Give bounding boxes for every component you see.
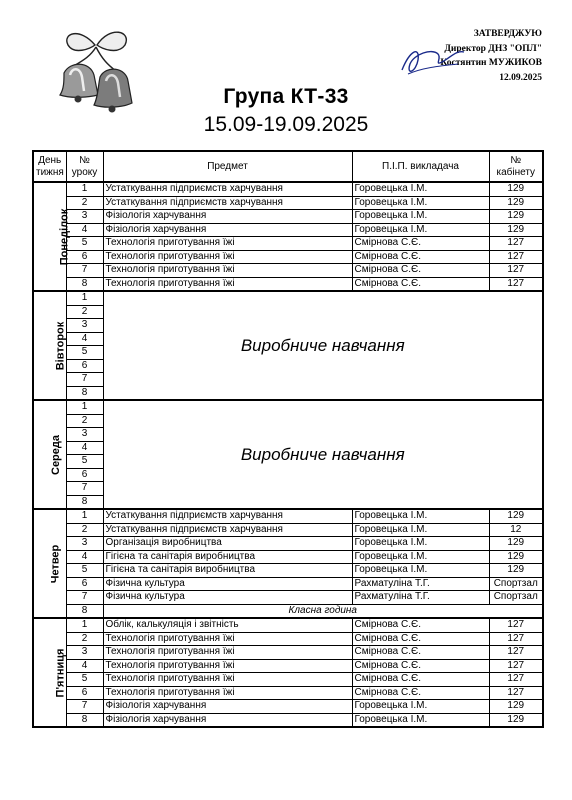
teacher-cell: Смірнова С.Є.: [352, 686, 489, 700]
lesson-number: 6: [66, 250, 103, 264]
header-day: День тижня: [33, 151, 66, 182]
room-cell: Спортзал: [489, 591, 543, 605]
teacher-cell: Горовецька І.М.: [352, 196, 489, 210]
table-row: [33, 237, 543, 251]
lesson-number: 6: [66, 686, 103, 700]
teacher-cell: Рахматуліна Т.Г.: [352, 591, 489, 605]
lesson-number: 7: [66, 700, 103, 714]
subject-cell: Фізична культура: [103, 591, 352, 605]
day-group: [33, 618, 543, 727]
lesson-number: 3: [66, 210, 103, 224]
table-row: [33, 591, 543, 605]
subject-cell: Фізична культура: [103, 577, 352, 591]
teacher-cell: Смірнова С.Є.: [352, 646, 489, 660]
table-row: [33, 564, 543, 578]
class-hour-cell: Класна година: [103, 604, 543, 618]
subject-cell: Технологія приготування їжі: [103, 659, 352, 673]
subject-cell: Устаткування підприємств харчування: [103, 182, 352, 196]
table-row: [33, 400, 543, 414]
subject-cell: Гігієна та санітарія виробництва: [103, 564, 352, 578]
approval-name: Костянтин МУЖИКОВ: [440, 58, 542, 68]
lesson-number: 5: [66, 564, 103, 578]
teacher-cell: Смірнова С.Є.: [352, 618, 489, 632]
room-cell: 129: [489, 196, 543, 210]
room-cell: 129: [489, 550, 543, 564]
subject-cell: Технологія приготування їжі: [103, 237, 352, 251]
table-row: [33, 210, 543, 224]
teacher-cell: Смірнова С.Є.: [352, 277, 489, 291]
approval-heading: ЗАТВЕРДЖУЮ: [473, 29, 542, 39]
lesson-number: 2: [66, 414, 103, 428]
page-title: Група КТ-33: [223, 85, 349, 108]
lesson-number: 5: [66, 237, 103, 251]
room-cell: 129: [489, 700, 543, 714]
lesson-number: 7: [66, 264, 103, 278]
day-name: Вівторок: [54, 321, 67, 370]
lesson-number: 1: [66, 618, 103, 632]
table-row: [33, 632, 543, 646]
room-cell: 129: [489, 537, 543, 551]
day-name-cell: [33, 618, 66, 727]
room-cell: 129: [489, 564, 543, 578]
room-cell: 129: [489, 223, 543, 237]
header-num: № уроку: [66, 151, 103, 182]
lesson-number: 8: [66, 604, 103, 618]
subject-cell: Організація виробництва: [103, 537, 352, 551]
lesson-number: 8: [66, 713, 103, 727]
header-teacher: П.І.П. викладача: [352, 151, 489, 182]
day-name: Четвер: [49, 544, 62, 583]
lesson-number: 1: [66, 291, 103, 305]
lesson-number: 7: [66, 591, 103, 605]
lesson-number: 3: [66, 319, 103, 333]
room-cell: 129: [489, 713, 543, 727]
lesson-number: 4: [66, 332, 103, 346]
room-cell: 127: [489, 646, 543, 660]
subject-cell: Технологія приготування їжі: [103, 632, 352, 646]
table-row: [33, 291, 543, 305]
lesson-number: 4: [66, 441, 103, 455]
teacher-cell: Горовецька І.М.: [352, 550, 489, 564]
day-name-cell: [33, 509, 66, 618]
day-name: Середа: [50, 434, 62, 475]
lesson-number: 4: [66, 223, 103, 237]
approval-date: 12.09.2025: [499, 72, 542, 83]
teacher-cell: Горовецька І.М.: [352, 713, 489, 727]
lesson-number: 8: [66, 386, 103, 400]
teacher-cell: Горовецька І.М.: [352, 564, 489, 578]
day-name: Понеділок: [58, 208, 71, 265]
table-row: [33, 523, 543, 537]
practical-training-cell: Виробниче навчання: [103, 400, 543, 509]
practical-training-cell: Виробниче навчання: [103, 291, 543, 400]
teacher-cell: Горовецька І.М.: [352, 223, 489, 237]
lesson-number: 7: [66, 482, 103, 496]
teacher-cell: Смірнова С.Є.: [352, 264, 489, 278]
table-row: [33, 577, 543, 591]
table-row: [33, 182, 543, 196]
subject-cell: Фізіологія харчування: [103, 223, 352, 237]
lesson-number: 1: [66, 400, 103, 414]
subject-cell: Технологія приготування їжі: [103, 686, 352, 700]
table-row: [33, 659, 543, 673]
room-cell: 127: [489, 659, 543, 673]
subject-cell: Фізіологія харчування: [103, 713, 352, 727]
table-row: [33, 713, 543, 727]
table-row: [33, 537, 543, 551]
teacher-cell: Смірнова С.Є.: [352, 237, 489, 251]
subject-cell: Фізіологія харчування: [103, 210, 352, 224]
lesson-number: 3: [66, 428, 103, 442]
lesson-number: 2: [66, 632, 103, 646]
teacher-cell: Горовецька І.М.: [352, 523, 489, 537]
table-row: [33, 686, 543, 700]
lesson-number: 3: [66, 537, 103, 551]
lesson-number: 3: [66, 646, 103, 660]
lesson-number: 8: [66, 277, 103, 291]
schedule-table: [32, 150, 544, 728]
teacher-cell: Смірнова С.Є.: [352, 250, 489, 264]
table-row: [33, 250, 543, 264]
subject-cell: Технологія приготування їжі: [103, 250, 352, 264]
subject-cell: Облік, калькуляція і звітність: [103, 618, 352, 632]
room-cell: 127: [489, 250, 543, 264]
table-row: [33, 277, 543, 291]
day-name-cell: [33, 182, 71, 291]
table-row: [33, 196, 543, 210]
subject-cell: Технологія приготування їжі: [103, 277, 352, 291]
subject-cell: Технологія приготування їжі: [103, 673, 352, 687]
room-cell: 127: [489, 264, 543, 278]
day-group: [33, 509, 543, 618]
room-cell: 129: [489, 509, 543, 523]
room-cell: 127: [489, 632, 543, 646]
lesson-number: 5: [66, 455, 103, 469]
table-row: [33, 604, 543, 618]
table-row: [33, 646, 543, 660]
lesson-number: 6: [66, 359, 103, 373]
day-name-cell: [33, 291, 66, 400]
date-range: 15.09-19.09.2025: [203, 113, 369, 136]
lesson-number: 8: [66, 495, 103, 509]
teacher-cell: Горовецька І.М.: [352, 700, 489, 714]
room-cell: 127: [489, 277, 543, 291]
day-group: [33, 400, 543, 509]
handwritten-signature: [398, 40, 468, 80]
table-row: [33, 550, 543, 564]
day-name-cell: [33, 400, 66, 509]
table-row: [33, 673, 543, 687]
teacher-cell: Смірнова С.Є.: [352, 659, 489, 673]
teacher-cell: Смірнова С.Є.: [352, 632, 489, 646]
approval-position: Директор ДНЗ "ОПЛ": [444, 43, 542, 54]
lesson-number: 7: [66, 373, 103, 387]
subject-cell: Устаткування підприємств харчування: [103, 196, 352, 210]
room-cell: 129: [489, 210, 543, 224]
header-row: [33, 151, 543, 182]
table-header: [33, 151, 543, 182]
room-cell: 127: [489, 237, 543, 251]
day-group: [33, 182, 543, 291]
table-row: [33, 618, 543, 632]
header-subject: Предмет: [103, 151, 352, 182]
day-group: [33, 291, 543, 400]
teacher-cell: Горовецька І.М.: [352, 182, 489, 196]
table-row: [33, 223, 543, 237]
table-row: [33, 700, 543, 714]
teacher-cell: Горовецька І.М.: [352, 537, 489, 551]
lesson-number: 2: [66, 305, 103, 319]
subject-cell: Гігієна та санітарія виробництва: [103, 550, 352, 564]
room-cell: 127: [489, 686, 543, 700]
lesson-number: 1: [66, 182, 103, 196]
lesson-number: 6: [66, 468, 103, 482]
teacher-cell: Горовецька І.М.: [352, 509, 489, 523]
subject-cell: Технологія приготування їжі: [103, 264, 352, 278]
lesson-number: 4: [66, 659, 103, 673]
lesson-number: 5: [66, 673, 103, 687]
lesson-number: 6: [66, 577, 103, 591]
lesson-number: 2: [66, 523, 103, 537]
teacher-cell: Горовецька І.М.: [352, 210, 489, 224]
table-row: [33, 264, 543, 278]
lesson-number: 5: [66, 346, 103, 360]
room-cell: 12: [489, 523, 543, 537]
subject-cell: Технологія приготування їжі: [103, 646, 352, 660]
room-cell: 127: [489, 673, 543, 687]
subject-cell: Устаткування підприємств харчування: [103, 523, 352, 537]
header-room: № кабінету: [489, 151, 543, 182]
lesson-number: 1: [66, 509, 103, 523]
room-cell: Спортзал: [489, 577, 543, 591]
teacher-cell: Рахматуліна Т.Г.: [352, 577, 489, 591]
subject-cell: Устаткування підприємств харчування: [103, 509, 352, 523]
day-name: П'ятниця: [54, 648, 67, 697]
lesson-number: 4: [66, 550, 103, 564]
teacher-cell: Смірнова С.Є.: [352, 673, 489, 687]
lesson-number: 2: [66, 196, 103, 210]
room-cell: 127: [489, 618, 543, 632]
table-row: [33, 509, 543, 523]
room-cell: 129: [489, 182, 543, 196]
subject-cell: Фізіологія харчування: [103, 700, 352, 714]
